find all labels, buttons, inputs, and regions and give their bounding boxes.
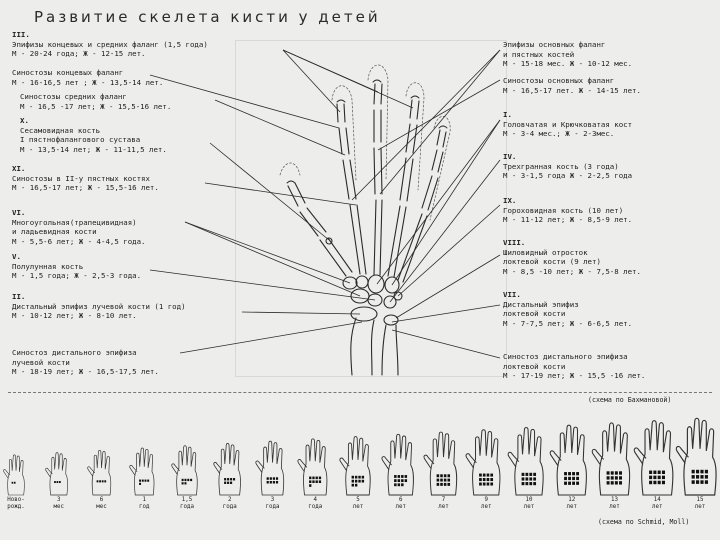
ossification-center <box>437 483 440 486</box>
label-V: V. Полулунная кость М - 1,5 года; Ж - 2,5-3 года. <box>12 252 142 281</box>
age-label <box>43 497 75 511</box>
ossification-center <box>533 473 536 476</box>
label-VI: VI. Многоугольная(трапецивидная) и ладьевидная кости М - 5,5-6 лет; Ж - 4-4,5 года. <box>12 208 146 246</box>
ossification-center <box>440 474 443 477</box>
ossification-center <box>352 476 354 479</box>
mini-hand-outline <box>46 453 68 495</box>
age-label-line: лет <box>481 504 492 510</box>
ossification-center <box>700 470 703 474</box>
ossification-center <box>658 481 661 484</box>
ossification-center <box>653 476 656 479</box>
ossification-center <box>355 476 357 479</box>
mini-hand-outline <box>130 448 154 495</box>
ossification-center <box>398 479 400 482</box>
ossification-center <box>564 477 567 480</box>
leader-line <box>283 50 340 112</box>
mini-hand-outline <box>214 443 241 495</box>
page-title: Развитие скелета кисти у детей <box>34 8 381 26</box>
ossification-center <box>522 477 525 480</box>
ossification-center <box>267 477 269 480</box>
ossification-center <box>447 483 450 486</box>
ossification-center <box>487 482 490 485</box>
ossification-center <box>525 477 528 480</box>
ossification-center <box>529 482 532 485</box>
ossification-center <box>440 479 443 482</box>
ring-proximal-phalanx <box>400 158 413 201</box>
ossification-center <box>276 481 278 484</box>
label-VII: VII. Дистальный эпифиз локтевой кости М - 7-7,5 лет; Ж - 6-6,5 лет. <box>503 290 633 328</box>
age-label <box>599 497 631 511</box>
leader-lines <box>150 50 500 358</box>
ossification-center <box>705 475 708 479</box>
ossification-center <box>401 483 403 486</box>
ossification-center <box>309 477 311 480</box>
mini-hand-xray <box>424 432 457 495</box>
ossification-center <box>479 478 482 481</box>
ossification-center <box>607 476 610 479</box>
ossification-center <box>14 482 16 484</box>
ossification-center <box>437 479 440 482</box>
ossification-center <box>224 478 226 480</box>
age-label-line: 9 <box>484 497 488 503</box>
ossification-center <box>139 480 141 482</box>
ossification-center <box>619 481 622 484</box>
leader-line <box>398 205 500 296</box>
ossification-center <box>394 479 396 482</box>
ossification-center <box>658 476 661 479</box>
label-synostosis-main: Синостозы основных фаланг М - 16,5-17 лет. Ж - 14-15 лет. <box>503 76 641 95</box>
ossification-center <box>653 471 656 474</box>
leader-line <box>380 50 500 194</box>
credit-bottom: (схема по Schmid, Moll) <box>598 518 690 526</box>
radius-bone-edge <box>372 320 375 375</box>
mini-hand-xray <box>634 421 673 495</box>
ossification-center <box>522 473 525 476</box>
age-label <box>0 497 32 511</box>
ossification-center <box>619 471 622 474</box>
label-epiphysis-main: Эпифизы основных фаланг и пястных костей М - 15-18 мес. Ж - 10-12 мес. <box>503 40 633 69</box>
metacarpal-2 <box>350 205 366 274</box>
ossification-center <box>352 480 354 483</box>
age-label-line: лет <box>652 504 663 510</box>
ossification-center <box>230 478 232 480</box>
age-label <box>342 497 374 511</box>
age-label <box>470 497 502 511</box>
ossification-center <box>487 478 490 481</box>
age-label-line: 7 <box>441 497 446 503</box>
ossification-center <box>490 478 493 481</box>
label-IV: IV. Трехгранная кость (3 года) М - 3-1,5 года Ж - 2-2,5 года <box>503 152 633 181</box>
ossification-center <box>54 481 56 483</box>
ossification-center <box>190 479 192 481</box>
age-label <box>257 497 289 511</box>
label-IX: IX. Гороховидная кость (10 лет) М - 11-12 лет; Ж - 8,5-9 лет. <box>503 196 633 225</box>
age-label-line: лет <box>523 504 535 510</box>
ossification-center <box>184 479 186 481</box>
ossification-center <box>662 471 665 474</box>
ossification-center <box>97 480 99 482</box>
ossification-center <box>405 479 407 482</box>
ossification-center <box>187 479 189 481</box>
age-label-line: 3 <box>57 497 61 503</box>
leader-line <box>396 255 500 318</box>
leader-line <box>215 100 345 155</box>
age-label-line: 12 <box>568 497 576 503</box>
age-label-line: мес <box>96 504 107 510</box>
ossification-center <box>230 482 232 484</box>
ossification-center <box>568 477 571 480</box>
ossification-center <box>447 474 450 477</box>
ossification-center <box>102 480 104 482</box>
ossification-center <box>139 483 141 485</box>
metacarpal-3 <box>374 200 382 275</box>
ossification-center <box>692 480 695 484</box>
ossification-center <box>572 482 575 485</box>
ossification-center <box>483 474 486 477</box>
ossification-center <box>525 482 528 485</box>
ossification-center <box>362 476 364 479</box>
ossification-center <box>662 481 665 484</box>
label-I: I. Головчатая и Крючковатая кост М - 3-4 мес.; Ж - 2-3мес. <box>503 110 633 139</box>
soft-tissue-outline <box>280 65 450 220</box>
ossification-center <box>611 476 614 479</box>
mini-hand-xray <box>340 437 370 495</box>
age-label-line: 14 <box>653 497 661 503</box>
mini-hand-xray <box>46 453 68 495</box>
label-synostosis-ulna: Синостоз дистального эпифиза локтевой кости М - 17-19 лет; Ж - 15,5 -16 лет. <box>503 352 646 381</box>
age-label-line: лет <box>352 504 364 510</box>
ossification-center <box>479 482 482 485</box>
mini-hand-xray <box>550 425 586 495</box>
leader-line <box>378 80 500 150</box>
age-label-line: 15 <box>696 497 704 503</box>
mini-hand-xray <box>592 423 629 495</box>
ossification-center <box>529 473 532 476</box>
radius-bone <box>351 318 356 375</box>
ossification-center <box>57 481 59 483</box>
ossification-center <box>615 476 618 479</box>
ulna-bone-edge <box>396 325 398 375</box>
mini-hand-xray <box>214 443 241 495</box>
thumb-proximal-phalanx <box>300 208 326 236</box>
ossification-center <box>59 481 61 483</box>
age-label <box>128 497 160 511</box>
credit-top: (схема по Бахмановой) <box>588 396 672 404</box>
ossification-center <box>525 473 528 476</box>
distal-epiphyses <box>287 80 447 183</box>
age-label-line: год <box>139 504 150 510</box>
ossification-center <box>700 475 703 479</box>
ossification-center <box>447 479 450 482</box>
ossification-center <box>576 477 579 480</box>
label-synostosis-terminal: Синостозы концевых фаланг М - 16-16,5 лет ; Ж - 13,5-14 лет. <box>12 68 164 87</box>
mini-hand-outline <box>256 441 284 495</box>
mini-hand-xray <box>676 418 716 495</box>
age-label <box>299 497 331 511</box>
mini-hand-xray <box>4 455 25 495</box>
ossification-center <box>572 472 575 475</box>
age-label-line: года <box>180 504 194 510</box>
ossification-center <box>358 476 360 479</box>
ossification-center <box>564 482 567 485</box>
ossification-center <box>394 483 396 486</box>
age-label-line: 2 <box>228 497 232 503</box>
ossification-center <box>362 480 364 483</box>
age-label-line: 6 <box>99 497 104 503</box>
ossification-center <box>696 480 699 484</box>
ossification-center <box>276 477 278 480</box>
ossification-center <box>145 480 147 482</box>
mini-hand-outline <box>88 450 111 495</box>
metacarpal-5 <box>398 214 427 282</box>
ossification-center <box>394 475 396 478</box>
mini-hand-outline <box>4 455 25 495</box>
ossification-center <box>611 471 614 474</box>
ossification-center <box>398 483 400 486</box>
ossification-center <box>607 481 610 484</box>
ossification-center <box>444 474 447 477</box>
leader-line <box>392 330 500 358</box>
ossification-center <box>572 477 575 480</box>
thumb-distal-phalanx <box>288 183 305 206</box>
label-X: X. Сесамовидная кость I пястнофалангового сустава М - 13,5-14 лет; Ж - 11-11,5 лет. <box>20 116 167 154</box>
ossification-center <box>147 480 149 482</box>
mini-hand-xray <box>88 450 111 495</box>
ulna-bone <box>382 325 386 375</box>
divider <box>8 392 712 393</box>
ossification-center <box>437 474 440 477</box>
age-label <box>684 497 716 511</box>
ossification-center <box>184 482 186 484</box>
ossification-center <box>533 482 536 485</box>
mini-hand-xray <box>382 434 413 495</box>
age-label <box>428 497 460 511</box>
ossification-center <box>182 479 184 481</box>
ossification-center <box>224 482 226 484</box>
age-label <box>86 497 118 511</box>
ossification-center <box>319 477 321 480</box>
ossification-center <box>479 474 482 477</box>
age-label-line: 13 <box>611 497 618 503</box>
ossification-center <box>358 480 360 483</box>
label-VIII: VIII. Шиловидный отросток локтевой кости (9 лет) М - 8,5 -10 лет; Ж - 7,5-8 лет. <box>503 238 641 276</box>
age-label-line: лет <box>395 504 406 510</box>
ossification-center <box>653 481 656 484</box>
leader-line <box>150 75 339 128</box>
ossification-center <box>316 477 318 480</box>
ossification-center <box>696 475 699 479</box>
age-label-line: 5 <box>356 497 360 503</box>
ossification-center <box>309 484 311 487</box>
ossification-strip <box>0 400 720 535</box>
leader-line <box>180 322 362 353</box>
ossification-center <box>227 482 229 484</box>
ossification-center <box>273 477 275 480</box>
trapezoid-bone <box>356 276 368 288</box>
age-label-line: года <box>265 504 280 510</box>
ossification-center <box>444 483 447 486</box>
ossification-center <box>309 480 311 483</box>
ossification-center <box>522 482 525 485</box>
leader-line <box>210 143 329 240</box>
ossification-center <box>444 479 447 482</box>
ossification-center <box>319 480 321 483</box>
ossification-center <box>568 472 571 475</box>
ossification-center <box>529 477 532 480</box>
mini-hand-xray <box>466 430 500 495</box>
ossification-center <box>182 482 184 484</box>
ossification-center <box>270 477 272 480</box>
age-label-line: Ново- <box>7 497 25 503</box>
ossification-center <box>233 478 235 480</box>
ossification-center <box>312 480 314 483</box>
ossification-center <box>576 472 579 475</box>
label-synostosis-radius: Синостоз дистального эпифиза лучевой кости М - 18-19 лет; Ж - 16,5-17,5 лет. <box>12 348 159 377</box>
ossification-center <box>316 480 318 483</box>
ossification-center <box>658 471 661 474</box>
ossification-center <box>607 471 610 474</box>
ossification-center <box>662 476 665 479</box>
ossification-center <box>619 476 622 479</box>
ossification-center <box>401 479 403 482</box>
ossification-center <box>705 470 708 474</box>
index-proximal-phalanx <box>343 160 356 199</box>
age-label-line: года <box>222 504 237 510</box>
age-label-line: года <box>308 504 323 510</box>
ossification-center <box>615 481 618 484</box>
age-label <box>556 497 588 511</box>
label-XI: XI. Синостозы в II-у пястных костях М - 16,5-17 лет; Ж - 15,5-16 лет. <box>12 164 159 193</box>
ulna-epiphysis <box>384 315 398 325</box>
mini-hand-xray <box>298 439 327 495</box>
age-label-line: лет <box>609 504 620 510</box>
ossification-center <box>270 481 272 484</box>
little-proximal-phalanx <box>422 176 438 210</box>
ossification-center <box>692 475 695 479</box>
ossification-center <box>705 480 708 484</box>
ossification-center <box>142 480 144 482</box>
mini-hand-xray <box>508 427 543 495</box>
age-label-line: лет <box>438 504 449 510</box>
ring-distal-phalanx <box>410 100 419 119</box>
ossification-center <box>649 471 652 474</box>
age-label-line: рожд. <box>7 504 25 510</box>
age-label-line: 4 <box>313 497 317 503</box>
ossification-center <box>490 474 493 477</box>
age-label-line: мес <box>53 504 64 510</box>
mini-hand-xray <box>130 448 154 495</box>
age-label-line: лет <box>566 504 577 510</box>
ossification-center <box>483 478 486 481</box>
ossification-center <box>12 482 14 484</box>
leader-line <box>390 160 500 302</box>
age-label-line: 3 <box>270 497 275 503</box>
ossification-center <box>533 477 536 480</box>
ossification-center <box>649 476 652 479</box>
age-label <box>641 497 673 511</box>
little-distal-phalanx <box>437 130 446 147</box>
ossification-center <box>615 471 618 474</box>
age-label <box>513 497 545 511</box>
ossification-center <box>564 472 567 475</box>
leader-line <box>392 120 500 285</box>
middle-middle-phalanx <box>374 110 381 142</box>
index-middle-phalanx <box>339 128 349 154</box>
ossification-center <box>490 482 493 485</box>
ossification-center <box>104 480 106 482</box>
age-label-line: 10 <box>525 497 533 503</box>
ossification-center <box>352 484 354 487</box>
age-label <box>214 497 246 511</box>
ossification-center <box>355 484 357 487</box>
ossification-center <box>649 481 652 484</box>
age-label-line: 1,5 <box>181 497 193 503</box>
label-synostosis-middle: Синостозы средних фаланг М - 16,5 -17 лет; Ж - 15,5-16 лет. <box>20 92 172 111</box>
age-label-line: 1 <box>142 497 146 503</box>
ossification-center <box>692 470 695 474</box>
leader-line <box>283 50 413 108</box>
ossification-center <box>405 475 407 478</box>
age-label-line: 6 <box>399 497 403 503</box>
ossification-center <box>440 483 443 486</box>
ossification-center <box>487 474 490 477</box>
label-II: II. Дистальный эпифиз лучевой кости (1 год) М - 10-12 лет; Ж - 8-10 лет. <box>12 292 186 321</box>
ossification-center <box>273 481 275 484</box>
age-label-line: лет <box>694 504 706 510</box>
ossification-center <box>99 480 101 482</box>
ossification-center <box>700 480 703 484</box>
ossification-center <box>398 475 400 478</box>
ossification-center <box>611 481 614 484</box>
age-label <box>171 497 203 511</box>
ossification-center <box>576 482 579 485</box>
index-distal-phalanx <box>337 104 345 122</box>
mini-hand-xray <box>256 441 284 495</box>
mini-hand-xray <box>172 446 198 495</box>
mini-hand-outline <box>172 446 198 495</box>
leader-line <box>205 183 356 205</box>
age-label <box>385 497 417 511</box>
ossification-center <box>355 480 357 483</box>
ossification-center <box>696 470 699 474</box>
leader-line <box>392 305 500 322</box>
ossification-center <box>227 478 229 480</box>
mini-hand-outline <box>298 439 327 495</box>
ossification-center <box>267 481 269 484</box>
ossification-center <box>568 482 571 485</box>
ossification-center <box>312 477 314 480</box>
leader-line <box>242 312 360 314</box>
ossification-center <box>401 475 403 478</box>
metacarpal-1 <box>320 238 352 276</box>
ossification-center <box>483 482 486 485</box>
label-III: III. Эпифизы концевых и средних фаланг (1,5 года) М - 20-24 года; Ж - 12-15 лет. <box>12 30 208 59</box>
